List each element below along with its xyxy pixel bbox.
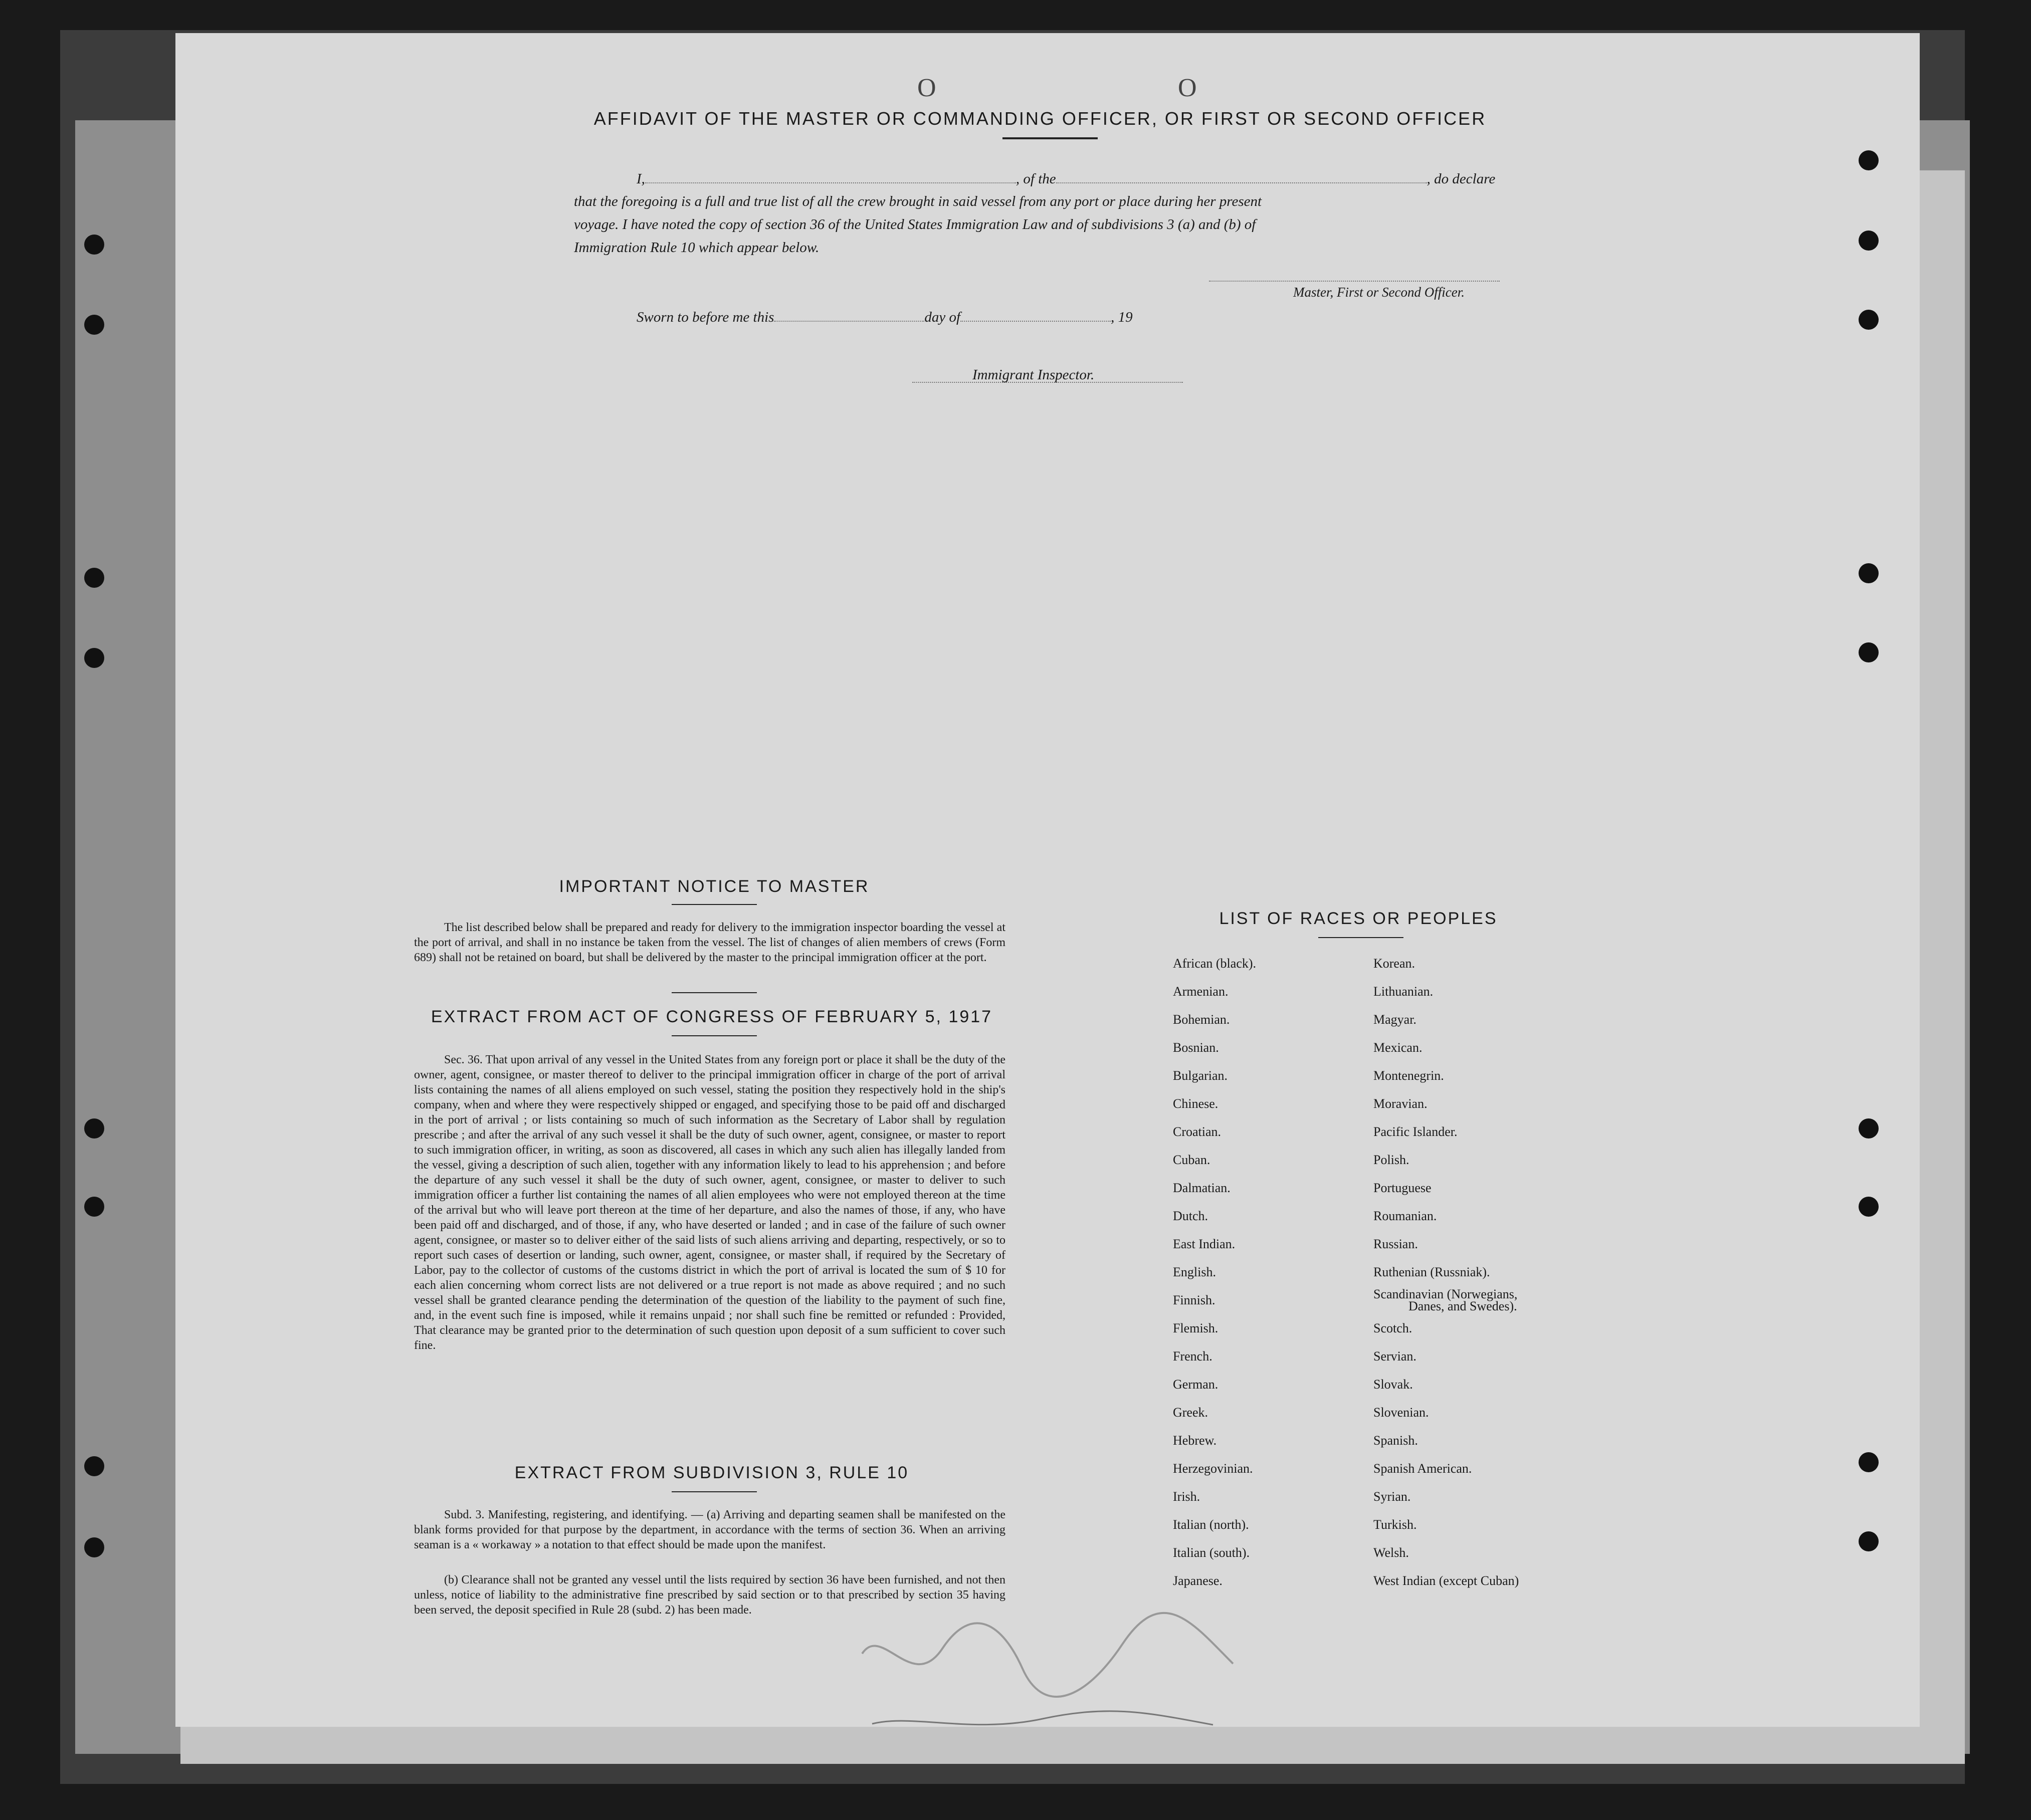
race-item: Japanese.	[1173, 1573, 1223, 1588]
binder-hole	[1859, 231, 1879, 251]
race-item: Hebrew.	[1173, 1433, 1217, 1448]
race-item: Servian.	[1373, 1349, 1416, 1363]
race-item: German.	[1173, 1377, 1218, 1392]
races-rule	[1318, 937, 1403, 938]
binder-hole	[1859, 1197, 1879, 1217]
race-item: Irish.	[1173, 1489, 1200, 1504]
race-item: Polish.	[1373, 1153, 1409, 1167]
race-item: Spanish American.	[1373, 1461, 1472, 1476]
rule-text-a: Subd. 3. Manifesting, registering, and identifying. — (a) Arriving and departing seamen shall be manifested on the blank forms provided for that purpose by the department, in accordance with the terms of section 36. When an arriving seaman is a « workaway » a notation to that effect should be made upon the manifest.	[414, 1508, 1005, 1551]
notice-title: IMPORTANT NOTICE TO MASTER	[559, 877, 870, 896]
master-signature-label: Master, First or Second Officer.	[1293, 285, 1465, 300]
binder-hole	[1859, 1118, 1879, 1139]
race-item: Welsh.	[1373, 1545, 1409, 1560]
act-title: EXTRACT FROM ACT OF CONGRESS OF FEBRUARY 5, 1917	[431, 1007, 993, 1026]
month-blank[interactable]	[960, 306, 1111, 322]
race-item: Mexican.	[1373, 1040, 1423, 1055]
race-item: Dalmatian.	[1173, 1181, 1231, 1195]
rule-title: EXTRACT FROM SUBDIVISION 3, RULE 10	[514, 1463, 909, 1482]
vessel-blank[interactable]	[1056, 167, 1427, 183]
master-signature-line[interactable]	[1209, 281, 1500, 282]
race-item: Scotch.	[1373, 1321, 1412, 1335]
race-item: Turkish.	[1373, 1517, 1417, 1532]
rule-title-rule	[672, 1491, 757, 1492]
act-rule	[672, 1035, 757, 1036]
binder-hole	[84, 235, 104, 255]
race-item: Finnish.	[1173, 1293, 1215, 1307]
rule-text-b: (b) Clearance shall not be granted any vessel until the lists required by section 36 have been furnished, and not then unless, notice of liability to the administrative fine prescribed by said section or to that prescribed by section 35 having been served, the deposit specified in Rule 28 (subd. 2) has been made.	[414, 1573, 1005, 1617]
race-item: Portuguese	[1373, 1181, 1432, 1195]
race-item: Pacific Islander.	[1373, 1124, 1458, 1139]
race-item: East Indian.	[1173, 1237, 1236, 1251]
binder-hole	[1859, 642, 1879, 662]
affidavit-text: Immigration Rule 10 which appear below.	[574, 240, 820, 256]
race-item: Montenegrin.	[1373, 1068, 1444, 1083]
races-title: LIST OF RACES OR PEOPLES	[1219, 909, 1498, 928]
race-item: Spanish.	[1373, 1433, 1418, 1448]
race-item: Cuban.	[1173, 1153, 1210, 1167]
race-item: Syrian.	[1373, 1489, 1411, 1504]
race-item: Greek.	[1173, 1405, 1208, 1420]
sworn-line: Sworn to before me this day of , 19	[637, 306, 1133, 326]
binder-hole	[84, 1118, 104, 1139]
race-item: Italian (north).	[1173, 1517, 1249, 1532]
binder-hole	[84, 568, 104, 588]
race-item: Bohemian.	[1173, 1012, 1230, 1027]
notice-text: The list described below shall be prepared and ready for delivery to the immigration inspector boarding the vessel at the port of arrival, and shall in no instance be taken from the vessel. The list of changes of alien members of crews (Form 689) shall not be retained on board, but shall be delivered by the master to the principal immigration officer at the port.	[414, 921, 1005, 964]
race-item: Flemish.	[1173, 1321, 1218, 1335]
notice-rule	[672, 904, 757, 905]
binder-hole	[1859, 310, 1879, 330]
race-item: Croatian.	[1173, 1124, 1222, 1139]
race-item: Armenian.	[1173, 984, 1229, 999]
top-mark: O	[1178, 74, 1197, 102]
race-item: African (black).	[1173, 956, 1257, 971]
race-item: Ruthenian (Russniak).	[1373, 1265, 1490, 1279]
race-item: Slovak.	[1373, 1377, 1413, 1392]
race-item: Slovenian.	[1373, 1405, 1429, 1420]
race-item: Korean.	[1373, 956, 1415, 971]
race-item: Herzegovinian.	[1173, 1461, 1253, 1476]
binder-hole	[84, 1537, 104, 1557]
race-item: Bulgarian.	[1173, 1068, 1228, 1083]
race-item: Scandinavian (Norwegians,	[1373, 1287, 1518, 1301]
race-item: Roumanian.	[1373, 1209, 1437, 1223]
races-list	[1173, 956, 1674, 1592]
affidavit-text: voyage. I have noted the copy of section 36 of the United States Immigration Law and of subdivisions 3 (a) and (b) of	[574, 216, 1256, 233]
binder-hole	[84, 315, 104, 335]
race-item: English.	[1173, 1265, 1216, 1279]
notice-end-rule	[672, 992, 757, 993]
title-rule	[1002, 137, 1098, 139]
top-mark: O	[917, 74, 936, 102]
affidavit-declaration: I, , of the , do declare	[574, 167, 1536, 190]
binder-hole	[84, 1197, 104, 1217]
binder-hole	[84, 648, 104, 668]
handwriting-scribble	[842, 1594, 1253, 1744]
binder-hole	[1859, 150, 1879, 170]
race-item: Dutch.	[1173, 1209, 1208, 1223]
binder-hole	[1859, 1531, 1879, 1551]
binder-hole	[1859, 563, 1879, 583]
affidavit-title: AFFIDAVIT OF THE MASTER OR COMMANDING OFFICER, OR FIRST OR SECOND OFFICER	[593, 108, 1487, 129]
race-item: Magyar.	[1373, 1012, 1416, 1027]
race-item: Bosnian.	[1173, 1040, 1219, 1055]
race-item: Russian.	[1373, 1237, 1418, 1251]
race-item-continuation: Danes, and Swedes).	[1408, 1299, 1517, 1313]
binder-hole	[1859, 1452, 1879, 1472]
race-item: Chinese.	[1173, 1096, 1218, 1111]
race-item: Moravian.	[1373, 1096, 1428, 1111]
race-item: Italian (south).	[1173, 1545, 1250, 1560]
inspector-signature-label: Immigrant Inspector.	[972, 367, 1095, 383]
act-text: Sec. 36. That upon arrival of any vessel in the United States from any foreign port or place it shall be the duty of the owner, agent, consignee, or master thereof to deliver to the principal immigration officer in charge of the port of arrival lists containing the names of all aliens employed on such vessel, stating the position they respectively hold in the ship's company, when and where they were respectively shipped or engaged, and specifying those to be paid off and discharged in the port of arrival ; or lists containing so much of such information as the Secretary of Labor shall by regulation prescribe ; and after the arrival of any such vessel it shall be the duty of such owner, agent, consignee, or master to report to such immigration officer, in writing, as soon as discovered, all cases in which any such alien has illegally landed from the vessel, giving a description of such alien, together with any information likely to lead to his apprehension ; and before the departure of any such vessel it shall be the duty of such owner, agent, consignee, or master to deliver to such immigration officer a further list containing the names of all alien employees who were not employed thereon at the time of the arrival but who will leave port thereon at the time of her departure, and also the names of those, if any, who have been paid off and discharged, and of those, if any, who have deserted or landed ; and in case of the failure of such owner agent, consignee, or master so to deliver either of the said lists of such aliens arriving and departing, respectively, or so to report such cases of desertion or landing, such owner, agent, consignee, or master shall, if required by the Secretary of Labor, pay to the collector of customs of the customs district in which the port of arrival is located the sum of $ 10 for each alien concerning whom correct lists are not delivered or a true report is not made as above required ; and no such vessel shall be granted clearance pending the determination of the question of the liability to the payment of such fine, and, in the event such fine is imposed, while it remains unpaid ; nor shall such fine be remitted or refunded : Provided, That clearance may be granted prior to the determination of such question upon deposit of a sum sufficient to cover such fine.	[414, 1053, 1005, 1352]
day-blank[interactable]	[774, 306, 924, 322]
binder-hole	[84, 1456, 104, 1476]
race-item: West Indian (except Cuban)	[1373, 1573, 1519, 1588]
name-blank[interactable]	[645, 167, 1016, 183]
affidavit-text: that the foregoing is a full and true list of all the crew brought in said vessel from any port or place during her present	[574, 193, 1262, 209]
race-item: French.	[1173, 1349, 1212, 1363]
race-item: Lithuanian.	[1373, 984, 1434, 999]
